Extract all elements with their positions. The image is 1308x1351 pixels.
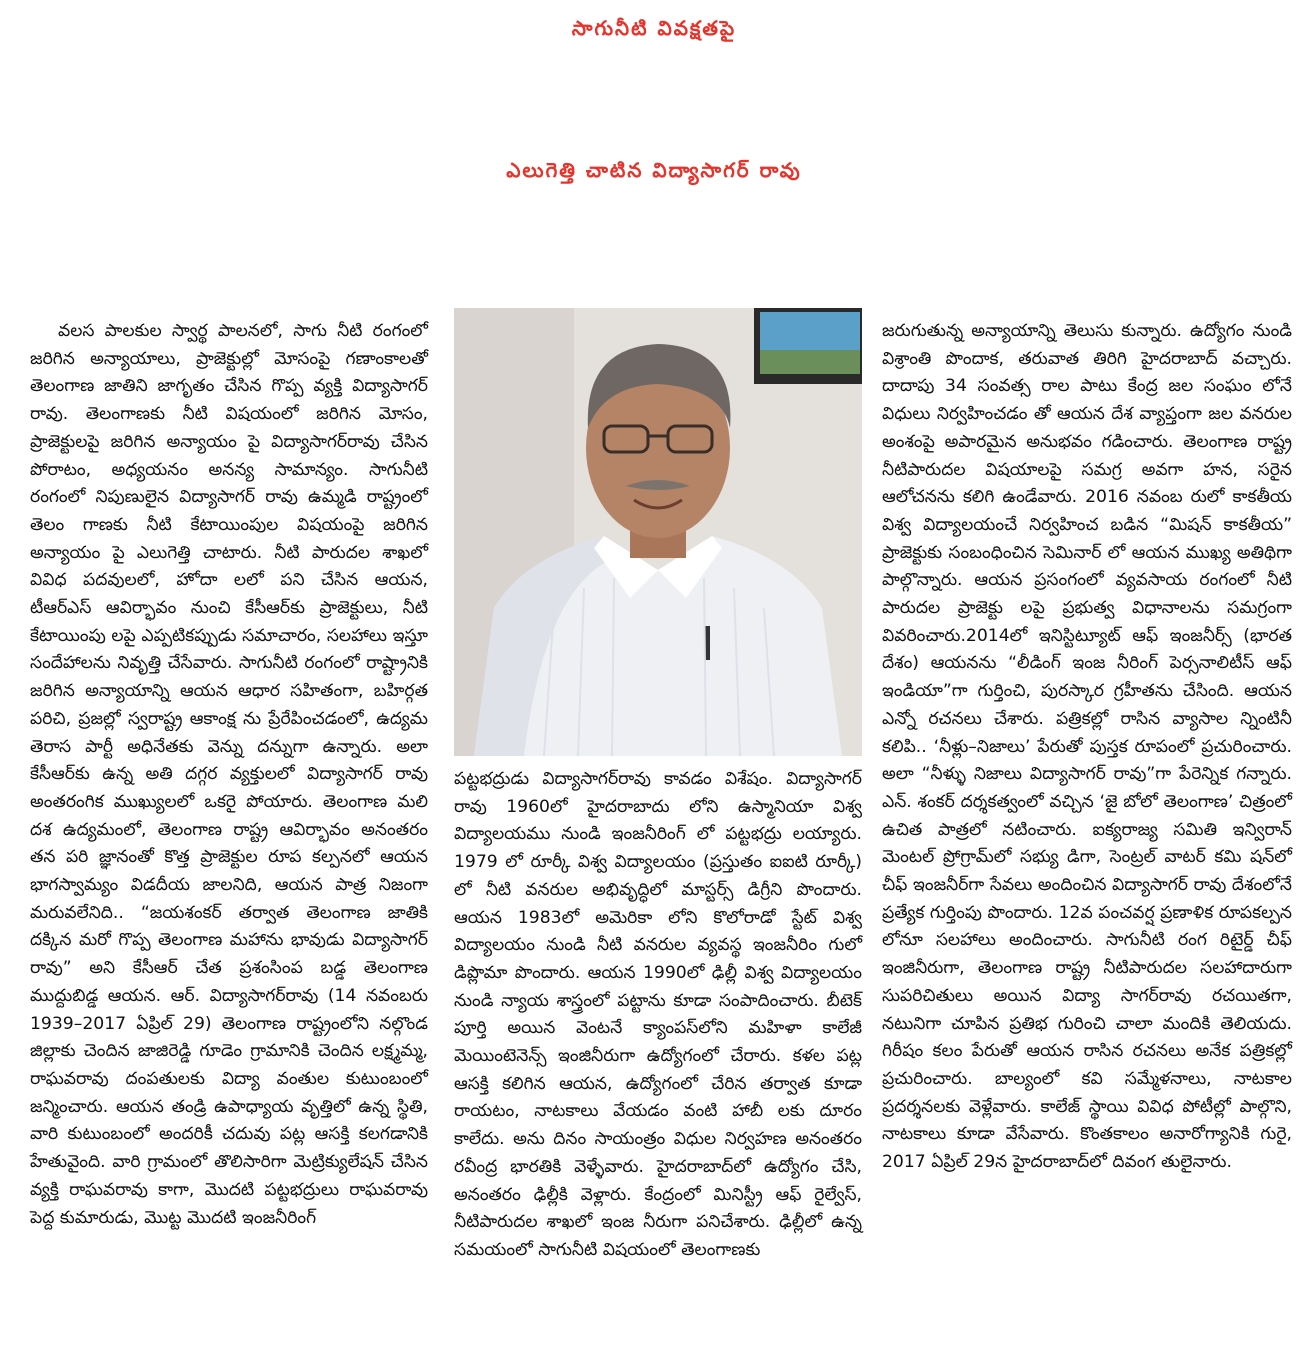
portrait-photo	[454, 308, 862, 756]
headline-line-1: సాగునీటి వివక్షతపై	[571, 16, 737, 40]
article-column-1-text: వలస పాలకుల స్వార్థ పాలనలో, సాగు నీటి రంగంలో జరిగిన అన్యాయాలు, ప్రాజెక్టుల్లో మోసంపై గణాంకాలతో తెలంగాణ జాతిని జాగృతం చేసిన గొప్ప వ్యక్తి విద్యాసాగర్ రావు. తెలంగాణకు నీటి విషయంలో జరిగిన మోసం, ప్రాజెక్టులపై జరిగిన అన్యాయం పై విద్యాసాగర్‌రావు చేసిన పోరాటం, అధ్యయనం అనన్య సామాన్యం. సాగునీటి రంగంలో నిపుణులైన విద్యాసాగర్ రావు ఉమ్మడి రాష్ట్రంలో తెలం గాణకు నీటి కేటాయింపుల విషయంపై జరిగిన అన్యాయం పై ఎలుగెత్తి చాటారు. నీటి పారుదల శాఖలో వివిధ పదవులలో, హోదా లలో పని చేసిన ఆయన, టీఆర్ఎస్ ఆవిర్భావం నుంచి కేసీఆర్‌కు ప్రాజెక్టులు, నీటి కేటాయింపు లపై ఎప్పటికప్పుడు సమాచారం, సలహాలు ఇస్తూ సందేహాలను నివృత్తి చేసేవారు. సాగునీటి రంగంలో రాష్ట్రానికి జరిగిన అన్యాయాన్ని ఆయన ఆధార సహితంగా, బహిర్గత పరిచి, ప్రజల్లో స్వరాష్ట్ర ఆకాంక్ష ను ప్రేరేపించడంలో, ఉద్యమ తెరాస పార్టీ అధినేతకు వెన్ను దన్నుగా ఉన్నారు. అలా కేసీఆర్‌కు ఉన్న అతి దగ్గర వ్యక్తులలో విద్యాసాగర్ రావు అంతరంగిక ముఖ్యులలో ఒకరై పోయారు. తెలంగాణ మలి దశ ఉద్యమంలో, తెలంగాణ రాష్ట్ర ఆవిర్భావం అనంతరం తన పరి జ్ఞానంతో కొత్త ప్రాజెక్టుల రూప కల్పనలో ఆయన భాగస్వామ్యం విడదీయ జాలనిది, ఆయన పాత్ర నిజంగా మరువలేనిది.. “జయశంకర్ తర్వాత తెలంగాణ జాతికి దక్కిన మరో గొప్ప తెలంగాణ మహాను భావుడు విద్యాసాగర్ రావు” అని కేసీఆర్ చేత ప్రశంసింప బడ్డ తెలంగాణ ముద్దుబిడ్డ ఆయన. ఆర్. విద్యాసాగర్‌రావు (14 నవంబరు 1939–2017 ఏప్రిల్ 29) తెలంగాణ రాష్ట్రంలోని నల్గొండ జిల్లాకు చెందిన జాజిరెడ్డి గూడెం గ్రామానికి చెందిన లక్ష్మమ్మ, రాఘవరావు దంపతులకు విద్యా వంతుల కుటుంబంలో జన్మించారు. ఆయన తండ్రి ఉపాధ్యాయ వృత్తిలో ఉన్న స్థితి, వారి కుటుంబంలో అందరికీ చదువు పట్ల ఆసక్తి కలగడానికి హేతువైంది. వారి గ్రామంలో తొలిసారిగా మెట్రిక్యులేషన్ చేసిన వ్యక్తి రాఘవరావు కాగా, మొదటి పట్టభద్రులు రాఘవరావు పెద్ద కుమారుడు, మొట్ట మొదటి ఇంజనీరింగ్	[30, 321, 428, 1228]
photo-tv-ground	[760, 350, 860, 374]
article-column-1	[30, 318, 428, 1232]
article-column-3	[882, 318, 1292, 1177]
article-column-2	[454, 766, 862, 1265]
article-column-3-text: జరుగుతున్న అన్యాయాన్ని తెలుసు కున్నారు. ఉద్యోగం నుండి విశ్రాంతి పొందాక, తరువాత తిరిగి హైదరాబాద్ వచ్చారు. దాదాపు 34 సంవత్స రాల పాటు కేంద్ర జల సంఘం లోనే విధులు నిర్వహించడం తో ఆయన దేశ వ్యాప్తంగా జల వనరుల అంశంపై అపారమైన అనుభవం గడించారు. తెలంగాణ రాష్ట్ర నీటిపారుదల విషయాలపై సమగ్ర అవగా హన, సరైన ఆలోచనను కలిగి ఉండేవారు. 2016 నవంబ రులో కాకతీయ విశ్వ విద్యాలయంచే నిర్వహించ బడిన “మిషన్ కాకతీయ” ప్రాజెక్టుకు సంబంధించిన సెమినార్ లో ఆయన ముఖ్య అతిథిగా పాల్గొన్నారు. ఆయన ప్రసంగంలో వ్యవసాయ రంగంలో నీటి పారుదల ప్రాజెక్టు లపై ప్రభుత్వ విధానాలను సమగ్రంగా వివరించారు.2014లో ఇనిస్టిట్యూట్ ఆఫ్ ఇంజనీర్స్ (భారత దేశం) ఆయనను “లీడింగ్ ఇంజ నీరింగ్ పెర్సనాలిటీస్ ఆఫ్ ఇండియా”గా గుర్తించి, పురస్కార గ్రహీతను చేసింది. ఆయన ఎన్నో రచనలు చేశారు. పత్రికల్లో రాసిన వ్యాసాల న్నింటినీ కలిపి.. ‘నీళ్లు–నిజాలు’ పేరుతో పుస్తక రూపంలో ప్రచురించారు. అలా “నీళ్ళు నిజాలు విద్యాసాగర్ రావు”గా పేరెన్నిక గన్నారు. ఎన్. శంకర్ దర్శకత్వంలో వచ్చిన ‘జై బోలో తెలంగాణ’ చిత్రంలో ఉచిత పాత్రలో నటించారు. ఐక్యరాజ్య సమితి ఇన్విరాన్ మెంటల్ ప్రోగ్రామ్‌లో సభ్యు డిగా, సెంట్రల్ వాటర్ కమి షన్‌లో చీఫ్ ఇంజనీర్‌గా సేవలు అందించిన విద్యాసాగర్ రావు దేశంలోనే ప్రత్యేక గుర్తింపు పొందారు. 12వ పంచవర్ష ప్రణాళిక రూపకల్పన లోనూ సలహాలు అందించారు. సాగునీటి రంగ రిటైర్డ్ చీఫ్ ఇంజినీరుగా, తెలంగాణ రాష్ట్ర నీటిపారుదల సలహాదారుగా సుపరిచితులు అయిన విద్యా సాగర్‌రావు రచయితగా, నటునిగా చూపిన ప్రతిభ గురించి చాలా మందికి తెలియదు. గిరీషం కలం పేరుతో ఆయన రాసిన రచనలు అనేక పత్రికల్లో ప్రచురించారు. బాల్యంలో కవి సమ్మేళనాలు, నాటకాల ప్రదర్శనలకు వెళ్లేవారు. కాలేజ్ స్థాయి వివిధ పోటీల్లో పాల్గొని, నాటకాలు కూడా వేసేవారు. కొంతకాలం అనారోగ్యానికి గురై, 2017 ఏప్రిల్ 29న హైదరాబాద్‌లో దివంగ తులైనారు.	[882, 321, 1292, 1173]
article-column-2-text: పట్టభద్రుడు విద్యాసాగర్‌రావు కావడం విశేషం. విద్యాసాగర్ రావు 1960లో హైదరాబాదు లోని ఉస్మానియా విశ్వ విద్యాలయము నుండి ఇంజనీరింగ్ లో పట్టభద్రు లయ్యారు. 1979 లో రూర్కీ విశ్వ విద్యాలయం (ప్రస్తుతం ఐఐటి రూర్కీ) లో నీటి వనరుల అభివృద్ధిలో మాస్టర్స్ డిగ్రీని పొందారు. ఆయన 1983లో అమెరికా లోని కొలోరాడో స్టేట్ విశ్వ విద్యాలయం నుండి నీటి వనరుల వ్యవస్థ ఇంజనీరిం గులో డిప్లొమా పొందారు. ఆయన 1990లో ఢిల్లీ విశ్వ విద్యాలయం నుండి న్యాయ శాస్త్రంలో పట్టాను కూడా సంపాదించారు. బీటెక్ పూర్తి అయిన వెంటనే క్యాంపస్‌లోని మహిళా కాలేజీ మెయింటెనెన్స్ ఇంజినీరుగా ఉద్యోగంలో చేరారు. కళల పట్ల ఆసక్తి కలిగిన ఆయన, ఉద్యోగంలో చేరిన తర్వాత కూడా రాయటం, నాటకాలు వేయడం వంటి హాబీ లకు దూరం కాలేదు. అను దినం సాయంత్రం విధుల నిర్వహణ అనంతరం రవీంద్ర భారతికి వెళ్ళేవారు. హైదరాబాద్‌లో ఉద్యోగం చేసి, అనంతరం ఢిల్లీకి వెళ్లారు. కేంద్రంలో మినిస్ట్రీ ఆఫ్ రైల్వేస్, నీటిపారుదల శాఖలో ఇంజ నీరుగా పనిచేశారు. ఢిల్లీలో ఉన్న సమయంలో సాగునీటి విషయంలో తెలంగాణకు	[454, 769, 862, 1260]
headline-line-2: ఎలుగెత్తి చాటిన విద్యాసాగర్ రావు	[506, 158, 802, 182]
